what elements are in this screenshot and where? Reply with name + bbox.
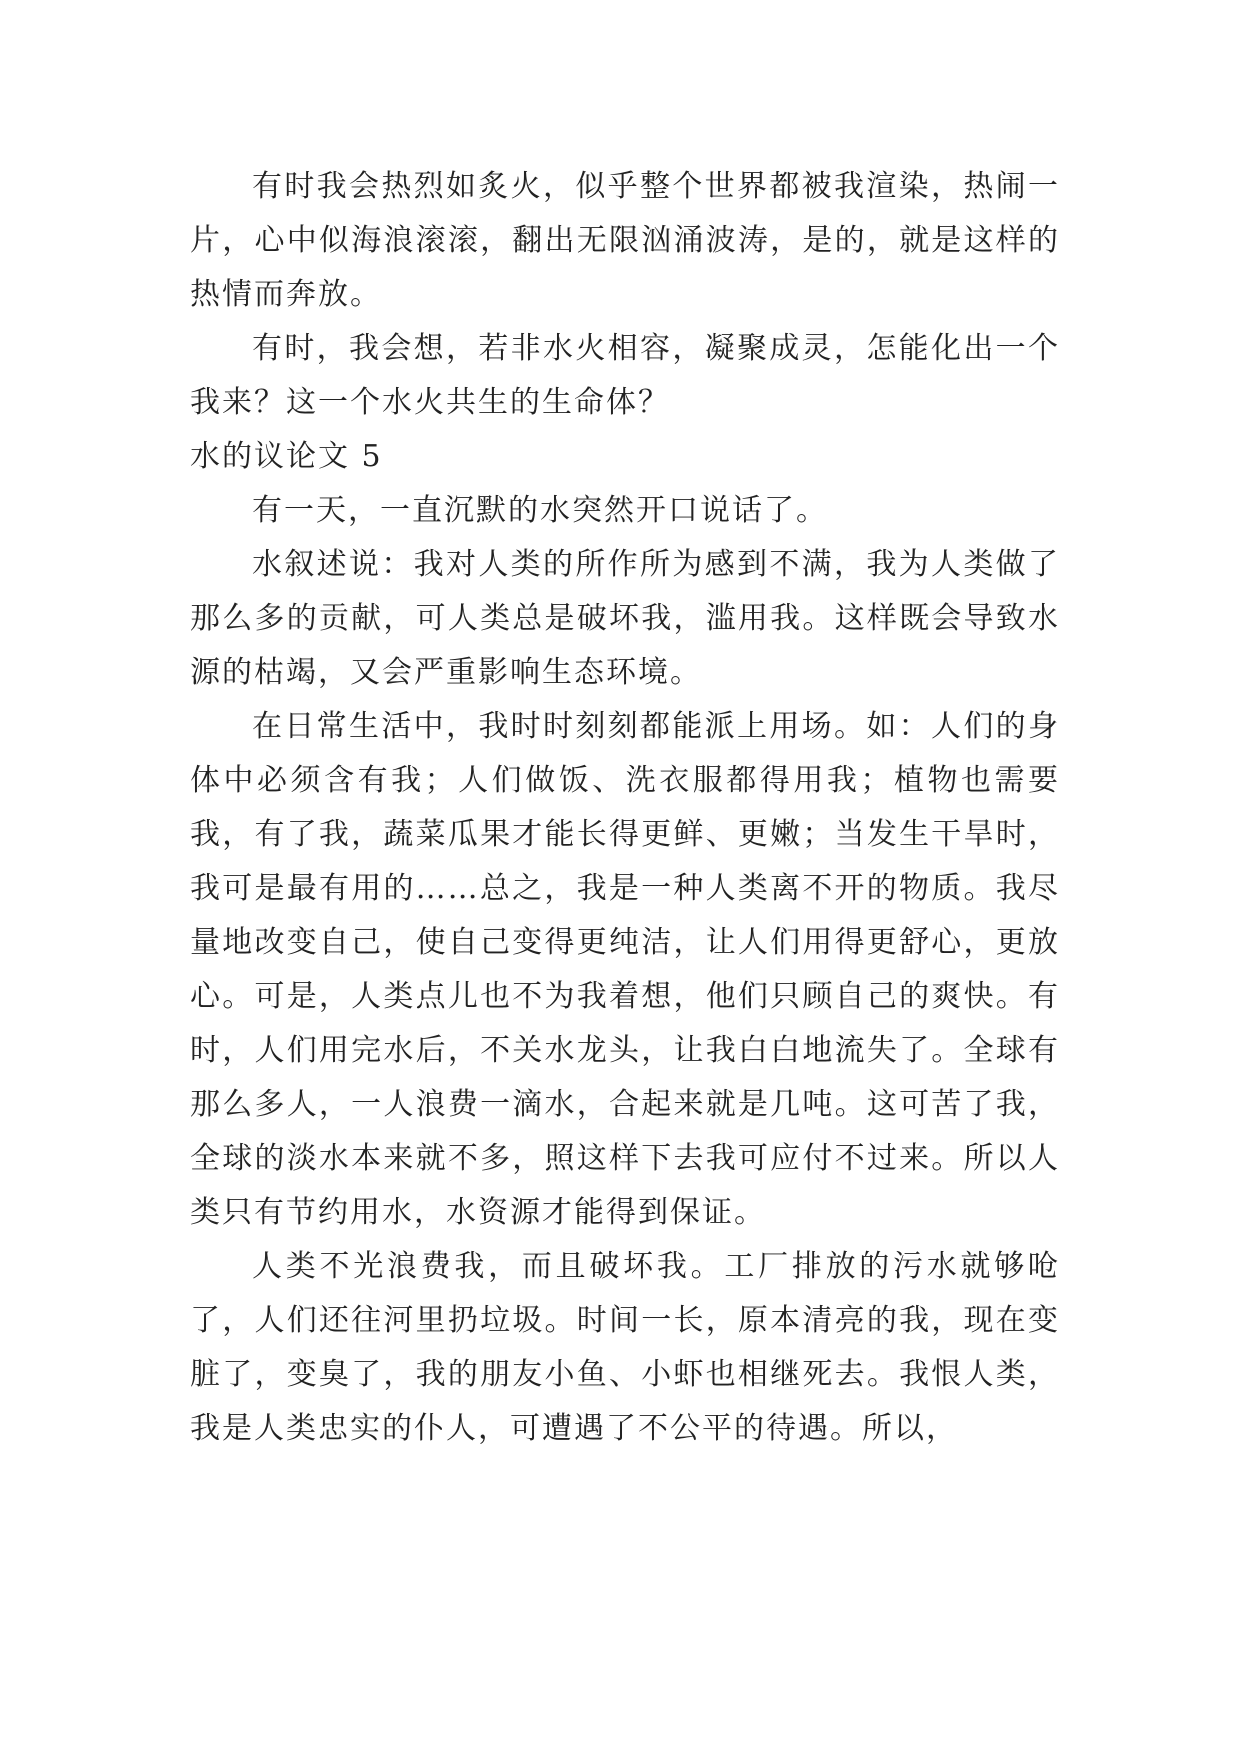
paragraph: 人类不光浪费我，而且破坏我。工厂排放的污水就够呛了，人们还往河里扔垃圾。时间一长，原本清亮的我，现在变脏了，变臭了，我的朋友小鱼、小虾也相继死去。我恨人类，我是人类忠实的仆人，可遭遇了不公平的待遇。所以， xyxy=(190,1249,1060,1446)
paragraph: 水叙述说：我对人类的所作所为感到不满，我为人类做了那么多的贡献，可人类总是破坏我，滥用我。这样既会导致水源的枯竭，又会严重影响生态环境。 xyxy=(190,547,1060,690)
paragraph: 有时，我会想，若非水火相容，凝聚成灵，怎能化出一个我来？这一个水火共生的生命体？ xyxy=(190,331,1060,420)
paragraph: 有时我会热烈如炙火，似乎整个世界都被我渲染，热闹一片，心中似海浪滚滚，翻出无限汹涌波涛，是的，就是这样的热情而奔放。 xyxy=(190,169,1060,312)
paragraph: 有一天，一直沉默的水突然开口说话了。 xyxy=(252,493,828,528)
paragraph: 在日常生活中，我时时刻刻都能派上用场。如：人们的身体中必须含有我；人们做饭、洗衣服都得用我；植物也需要我，有了我，蔬菜瓜果才能长得更鲜、更嫩；当发生干旱时，我可是最有用的……总之，我是一种人类离不开的物质。我尽量地改变自己，使自己变得更纯洁，让人们用得更舒心，更放心。可是，人类点儿也不为我着想，他们只顾自己的爽快。有时，人们用完水后，不关水龙头，让我白白地流失了。全球有那么多人，一人浪费一滴水，合起来就是几吨。这可苦了我，全球的淡水本来就不多，照这样下去我可应付不过来。所以人类只有节约用水，水资源才能得到保证。 xyxy=(190,709,1060,1230)
section-title: 水的议论文 5 xyxy=(190,439,383,474)
document-body xyxy=(190,160,1060,1456)
